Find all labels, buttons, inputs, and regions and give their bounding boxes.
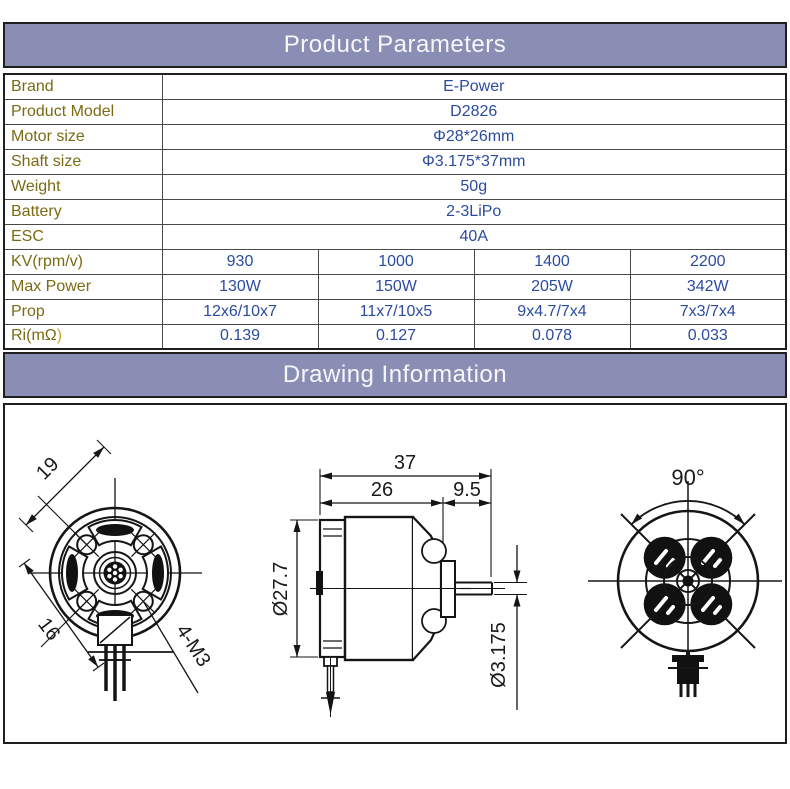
matrix-row-ri — [4, 324, 786, 349]
param-value: 342W — [630, 274, 786, 299]
param-value: 930 — [162, 249, 318, 274]
ri-label-paren: ) — [56, 327, 63, 345]
product-parameters-title: Product Parameters — [283, 31, 507, 58]
param-value: 11x7/10x5 — [318, 299, 474, 324]
param-value: 0.078 — [474, 324, 630, 349]
spec-row-shaft-size — [4, 149, 786, 174]
param-value: Φ28*26mm — [162, 124, 786, 149]
spec-row-model — [4, 99, 786, 124]
svg-text:4-M3: 4-M3 — [171, 620, 215, 671]
spec-row-brand — [4, 74, 786, 99]
param-label: Shaft size — [4, 149, 162, 174]
ri-label: Ri(mΩ — [11, 327, 57, 345]
svg-text:16: 16 — [33, 613, 65, 645]
svg-text:Ø27.7: Ø27.7 — [270, 561, 292, 617]
param-label: Product Model — [4, 99, 162, 124]
spec-row-motor-size — [4, 124, 786, 149]
front-view-drawing — [5, 405, 255, 746]
svg-text:37: 37 — [393, 452, 417, 474]
svg-text:26: 26 — [370, 479, 394, 501]
param-label: Brand — [4, 74, 162, 99]
side-view-drawing — [255, 405, 540, 746]
param-value: 12x6/10x7 — [162, 299, 318, 324]
param-value: 0.033 — [630, 324, 786, 349]
param-label: Weight — [4, 174, 162, 199]
param-value: D2826 — [162, 99, 786, 124]
drawing-information-header — [3, 352, 787, 398]
rear-view-drawing — [540, 405, 785, 746]
param-value: 1400 — [474, 249, 630, 274]
matrix-row-kv — [4, 249, 786, 274]
param-label: Max Power — [4, 274, 162, 299]
svg-text:9.5: 9.5 — [453, 479, 481, 501]
param-value: 7x3/7x4 — [630, 299, 786, 324]
param-value: 40A — [162, 224, 786, 249]
param-label: Prop — [4, 299, 162, 324]
mount-hole-callout — [143, 601, 214, 693]
dimension-37 — [320, 452, 491, 476]
spec-row-weight — [4, 174, 786, 199]
param-value: Φ3.175*37mm — [162, 149, 786, 174]
param-value: 130W — [162, 274, 318, 299]
parameters-table — [3, 73, 787, 350]
param-value: 205W — [474, 274, 630, 299]
param-label: Battery — [4, 199, 162, 224]
param-value: 50g — [162, 174, 786, 199]
param-value: E-Power — [162, 74, 786, 99]
svg-text:19: 19 — [32, 453, 64, 485]
param-label: ESC — [4, 224, 162, 249]
drawing-area — [3, 403, 787, 744]
product-parameters-header — [3, 22, 787, 68]
param-label — [4, 324, 162, 349]
drawing-information-title: Drawing Information — [282, 361, 508, 388]
dimension-9-5 — [443, 479, 491, 503]
dimension-26 — [320, 479, 443, 503]
svg-text:90°: 90° — [671, 465, 705, 490]
wire-connector — [88, 615, 174, 701]
spec-row-esc — [4, 224, 786, 249]
spec-row-battery — [4, 199, 786, 224]
param-value: 2-3LiPo — [162, 199, 786, 224]
svg-text:Ø3.175: Ø3.175 — [488, 622, 510, 688]
param-value: 0.139 — [162, 324, 318, 349]
prop-stud — [321, 657, 340, 717]
rear-connector — [668, 651, 708, 697]
param-value: 2200 — [630, 249, 786, 274]
dimension-shaft-diameter — [488, 545, 527, 710]
param-label: KV(rpm/v) — [4, 249, 162, 274]
matrix-row-max-power — [4, 274, 786, 299]
param-value: 150W — [318, 274, 474, 299]
param-value: 1000 — [318, 249, 474, 274]
matrix-row-prop — [4, 299, 786, 324]
param-value: 0.127 — [318, 324, 474, 349]
param-label: Motor size — [4, 124, 162, 149]
param-value: 9x4.7/7x4 — [474, 299, 630, 324]
